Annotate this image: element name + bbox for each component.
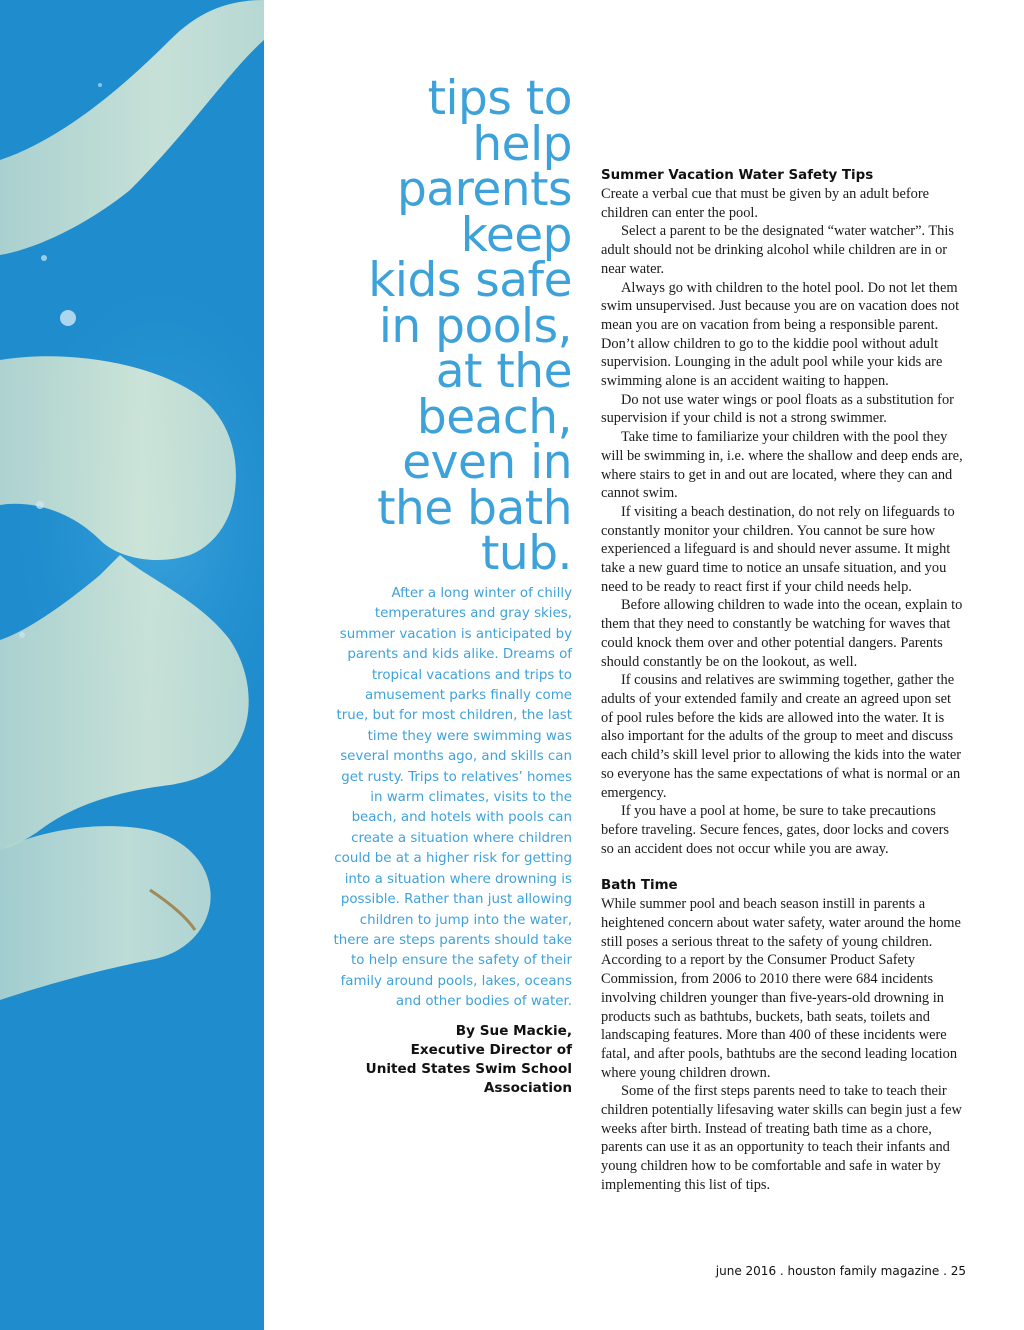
headline-line: parents — [396, 162, 572, 217]
section-summer-tips — [601, 166, 963, 858]
headline-line: in pools, — [378, 298, 572, 354]
headline-line: help — [472, 116, 572, 172]
body-paragraph: Do not use water wings or pool floats as a substitution for supervision if your child is not a strong swimmer. — [601, 391, 954, 427]
headline-line: beach, — [416, 389, 572, 445]
body-paragraph: If you have a pool at home, be sure to take precautions before traveling. Secure fences, gates, door locks and covers so an accident does not occur while you are away. — [601, 803, 950, 857]
byline — [330, 1022, 572, 1098]
body-paragraph: Create a verbal cue that must be given by an adult before children can enter the pool. — [601, 186, 930, 221]
body-paragraph: Some of the first steps parents need to take to teach their children potentially lifesaving water skills can begin just a few weeks after birth. Instead of treating bath time as a chore, parents can use it as an opportunity to teach their infants and young children how to be comfortable and safe in water by implementing this list of tips. — [601, 1083, 962, 1193]
headline-line: tub. — [481, 526, 572, 581]
body-paragraph: Select a parent to be the designated “water watcher”. This adult should not be drinking alcohol while children are in or near water. — [601, 223, 954, 277]
intro-paragraph: After a long winter of chilly temperatures and gray skies, summer vacation is anticipated by parents and kids alike. Dreams of tropical vacations and trips to amusement parks finally come true, but for most children, the last time they were swimming was several months ago, and skills can get rusty. Trips to relatives’ homes in warm climates, visits to the beach, and hotels with pools can create a situation where children could be at a higher risk for getting into a situation where drowning is possible. Rather than just allowing children to jump into the water, there are steps parents should take to help ensure the safety of their family around pools, lakes, oceans and other bodies of water. — [333, 586, 572, 1010]
headline-line: tips to — [427, 71, 572, 126]
page-footer: june 2016 . houston family magazine . 25 — [715, 1264, 966, 1278]
body-paragraph: If visiting a beach destination, do not rely on lifeguards to constantly monitor your children. You cannot be sure how experienced a lifeguard is and should never assume. It might take a new guard time to notice an unsafe situation, and you need to be ready to react first if your child needs help. — [601, 503, 955, 595]
byline-organization: United States Swim School — [365, 1061, 572, 1077]
article-body — [601, 166, 963, 1195]
body-paragraph: While summer pool and beach season instill in parents a heightened concern about water safety, water around the home still poses a serious threat to the safety of young children. According to a report by the Consumer Product Safety Commission, from 2006 to 2010 there were 684 incidents involving children younger than five-years-old drowning in products such as bathtubs, buckets, bath seats, toilets and landscaping features. More than 400 of these incidents were fatal, and after pools, bathtubs are the second leading location where young children drown. — [601, 896, 961, 1081]
byline-organization-cont: Association — [483, 1080, 572, 1096]
byline-author: By Sue Mackie, — [455, 1023, 572, 1039]
underwater-photo — [0, 0, 264, 1330]
section-bath-time — [601, 876, 963, 1194]
headline-line: even in — [402, 435, 572, 490]
body-paragraph: Take time to familiarize your children with the pool they will be swimming in, i.e. where the shallow and deep ends are, where stairs to get in and out are located, where they can and cannot swim. — [601, 429, 963, 502]
byline-title: Executive Director of — [410, 1042, 572, 1058]
body-paragraph: Before allowing children to wade into the ocean, explain to them that they need to constantly be watching for waves that could knock them over and other potential dangers. Parents should constantly be on the lookout, as well. — [601, 597, 963, 670]
body-paragraph: Always go with children to the hotel pool. Do not let them swim unsupervised. Just because you are on vacation does not mean you are on vacation from being a responsible parent. Don’t allow children to go to the kiddie pool without adult supervision. Lounging in the adult pool while your kids are swimming alone is an accident waiting to happen. — [601, 279, 960, 390]
headline-line: at the — [435, 344, 572, 399]
hands-underwater-illustration — [0, 0, 264, 1330]
section-heading: Summer Vacation Water Safety Tips — [601, 168, 874, 183]
headline-line: kids safe — [368, 253, 572, 308]
headline-line: keep — [460, 207, 572, 263]
headline — [340, 71, 572, 581]
section-heading: Bath Time — [601, 878, 678, 894]
headline-line: the bath — [377, 480, 572, 536]
body-paragraph: If cousins and relatives are swimming together, gather the adults of your extended family and create an agreed upon set of pool rules before the kids are allowed into the water. It is also important for the adults of the group to meet and discuss each child’s skill level prior to allowing the kids into the water so everyone has the same expectations of what is normal or an emergency. — [601, 672, 962, 801]
